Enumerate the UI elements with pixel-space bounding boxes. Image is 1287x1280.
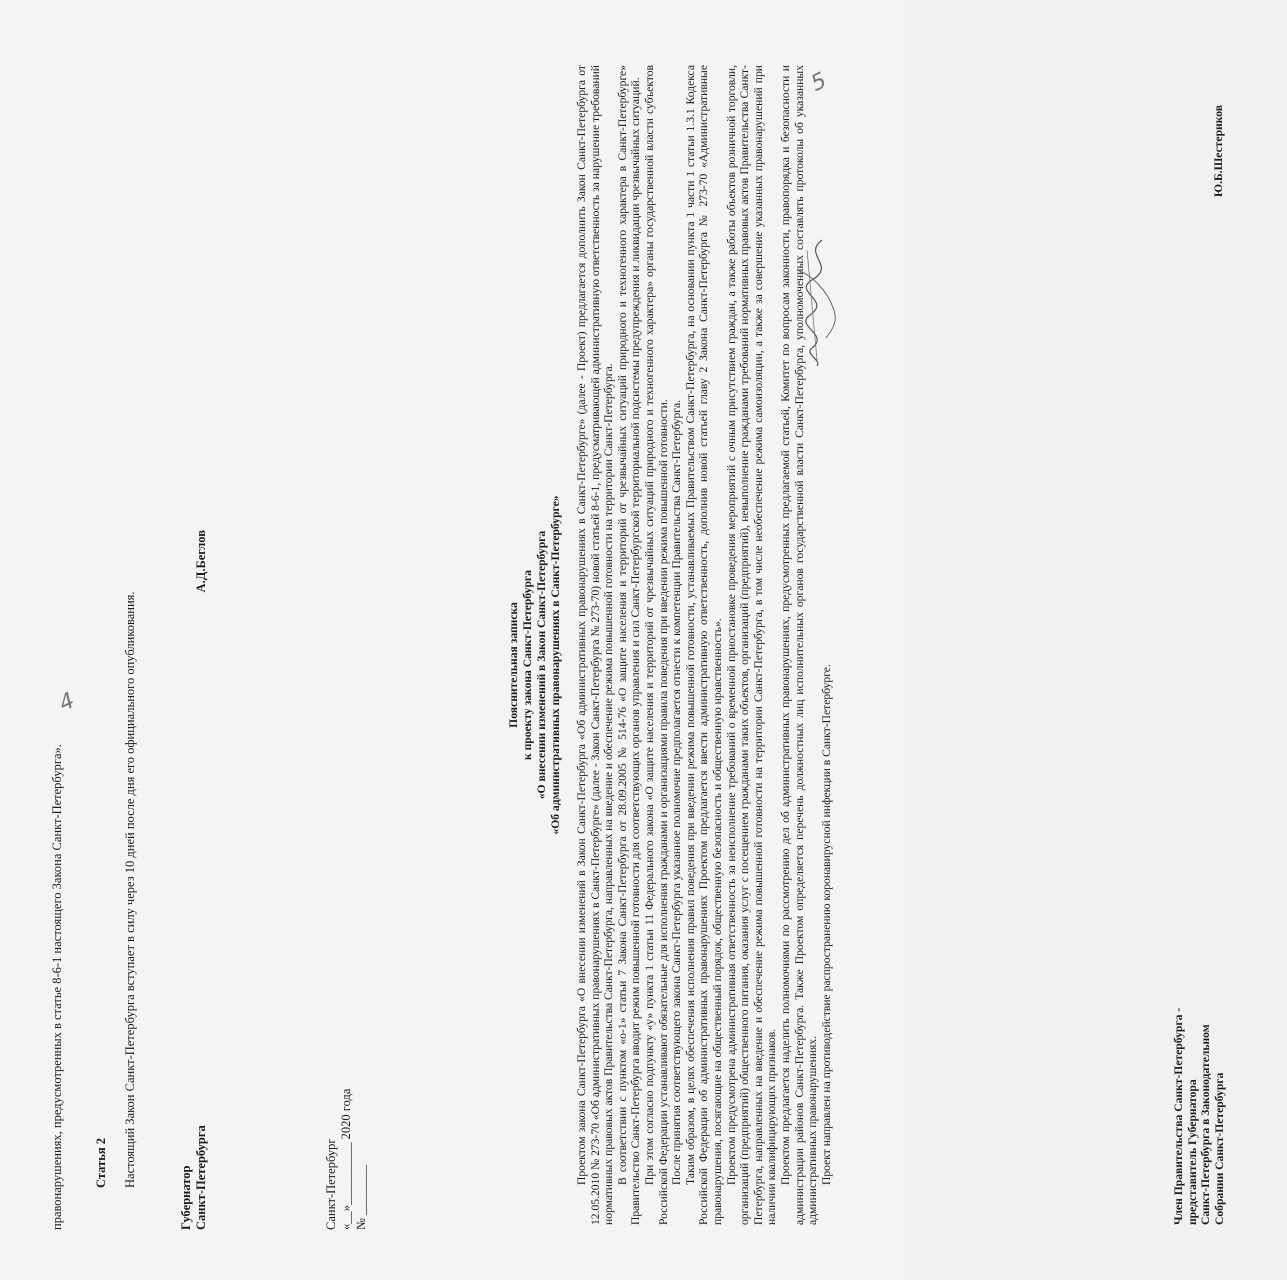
signer-block — [1172, 65, 1226, 1225]
left-page — [0, 0, 452, 1280]
right-page — [452, 0, 1226, 1280]
footer-number: № ________ — [354, 1164, 368, 1230]
article-heading: Статья 2 — [93, 1138, 108, 1188]
lead-text: правонарушениях, предусмотренных в статье 8-6-1 настоящего Закона Санкт-Петербурга». — [50, 744, 64, 1230]
handwritten-signature — [782, 230, 852, 370]
paragraph: Таким образом, в целях обеспечения исполнения правил поведения при введении режима повышенной готовности, устанавливаемых Правительством Санкт-Петербурга, на основании пункта 1 части 1 статьи 1.3.1 Кодекса Российской Федерации об административных правонарушениях Проектом предлагается ввести административную ответственность, дополнив новой статьей главу 2 Закона Санкт-Петербурга № 273-70 «Административные правонарушения, посягающие на общественный порядок, общественную безопасность и общественную нравственность». — [683, 65, 724, 1225]
paragraph: Проектом закона Санкт-Петербурга «О внесении изменений в Закон Санкт-Петербурга «Об административных правонарушениях в Санкт-Петербурге» (далее - Проект) предлагается дополнить Закон Санкт-Петербурга от 12.05.2010 № 273-70 «Об административных правонарушениях в Санкт-Петербурге» (далее - Закон Санкт-Петербурга № 273-70) новой статьей 8-6-1, предусматривающей административную ответственность за нарушение требований нормативных правовых актов Правительства Санкт-Петербурга, направленных на введение и обеспечение режима повышенной готовности на территории Санкт-Петербурга. — [575, 65, 616, 1225]
governor-name: А.Д.Беглов — [194, 530, 208, 593]
footer-city: Санкт-Петербург — [324, 1138, 338, 1230]
document-footer — [324, 1089, 369, 1230]
governor-title: Губернатор Санкт-Петербурга — [178, 1125, 208, 1230]
signer-title: Член Правительства Санкт-Петербурга - представитель Губернатора Санкт-Петербурга в Законодательном Собрании Санкт-Петербурга — [1172, 1007, 1226, 1225]
right-page-content — [507, 65, 1287, 1225]
paragraph: После принятия соответствующего закона Санкт-Петербурга указанное полномочие предполагается отнести к компетенции Правительства Санкт-Петербурга. — [670, 399, 684, 1185]
explanatory-note-heading: Пояснительная записка к проекту закона Санкт-Петербурга «О внесении изменений в Закон Санкт-Петербурга «Об административных правонарушениях в Санкт-Петербурге» — [507, 495, 562, 835]
paragraph: Проектом предлагается наделить полномочиями по рассмотрению дел об административных правонарушениях, предусмотренных предлагаемой статьей, Комитет по вопросам законности, правопорядка и безопасности и администрации районов Санкт-Петербурга. Также Проектом определяется перечень должностных лиц исполнительных органов государственной власти Санкт-Петербурга, уполномоченных составлять протоколы об указанных административных правонарушениях. — [778, 65, 820, 1225]
paragraph: Проектом предусмотрена административная ответственность за неисполнение требований о временной приостановке проведения мероприятий с очным присутствием граждан, а также работы объектов розничной торговли, организаций (предприятий) общественного питания, оказания услуг с посещением гражданами таких объектов, организаций (предприятий), невыполнение гражданами требований нормативных правовых актов Правительства Санкт-Петербурга, направленных на введение и обеспечение режима повышенной готовности на территории Санкт-Петербурга, в том числе необеспечение режима самоизоляции, а также за совершение указанных правонарушений при наличии квалифицирующих признаков. — [724, 65, 779, 1225]
governor-signature-block — [179, 70, 210, 1230]
footer-date: «__»__________ 2020 года — [339, 1088, 353, 1230]
signer-name: Ю.Б.Шестериков — [1212, 105, 1226, 197]
paragraph: В соответствии с пунктом «о-1» статьи 7 Закона Санкт-Петербурга от 28.09.2005 № 514-76 «О защите населения и территорий от чрезвычайных ситуаций природного и техногенного характера в Санкт-Петербурге» Правительство Санкт-Петербурга вводит режим повышенной готовности для соответствующих органов управления и сил Санкт-Петербургской территориальной подсистемы предупреждения и ликвидации чрезвычайных ситуаций. — [615, 65, 643, 1225]
page-number-left: 4 — [55, 688, 79, 717]
article-text: Настоящий Закон Санкт-Петербурга вступает в силу через 10 дней после дня его официального опубликования. — [123, 591, 137, 1188]
paragraph: При этом согласно подпункту «у» пункта 1 статьи 11 Федерального закона «О защите населения и территорий от чрезвычайных ситуаций природного и техногенного характера» органы государственной власти субъектов Российской Федерации устанавливают обязательные для исполнения гражданами и организациями правила поведения при введении режима повышенной готовности. — [642, 65, 670, 1225]
paragraph: Проект направлен на противодействие распространению коронавирусной инфекции в Санкт-Петербурге. — [819, 664, 833, 1185]
left-page-content — [50, 70, 410, 1230]
page-number-right: 5 — [807, 68, 831, 97]
